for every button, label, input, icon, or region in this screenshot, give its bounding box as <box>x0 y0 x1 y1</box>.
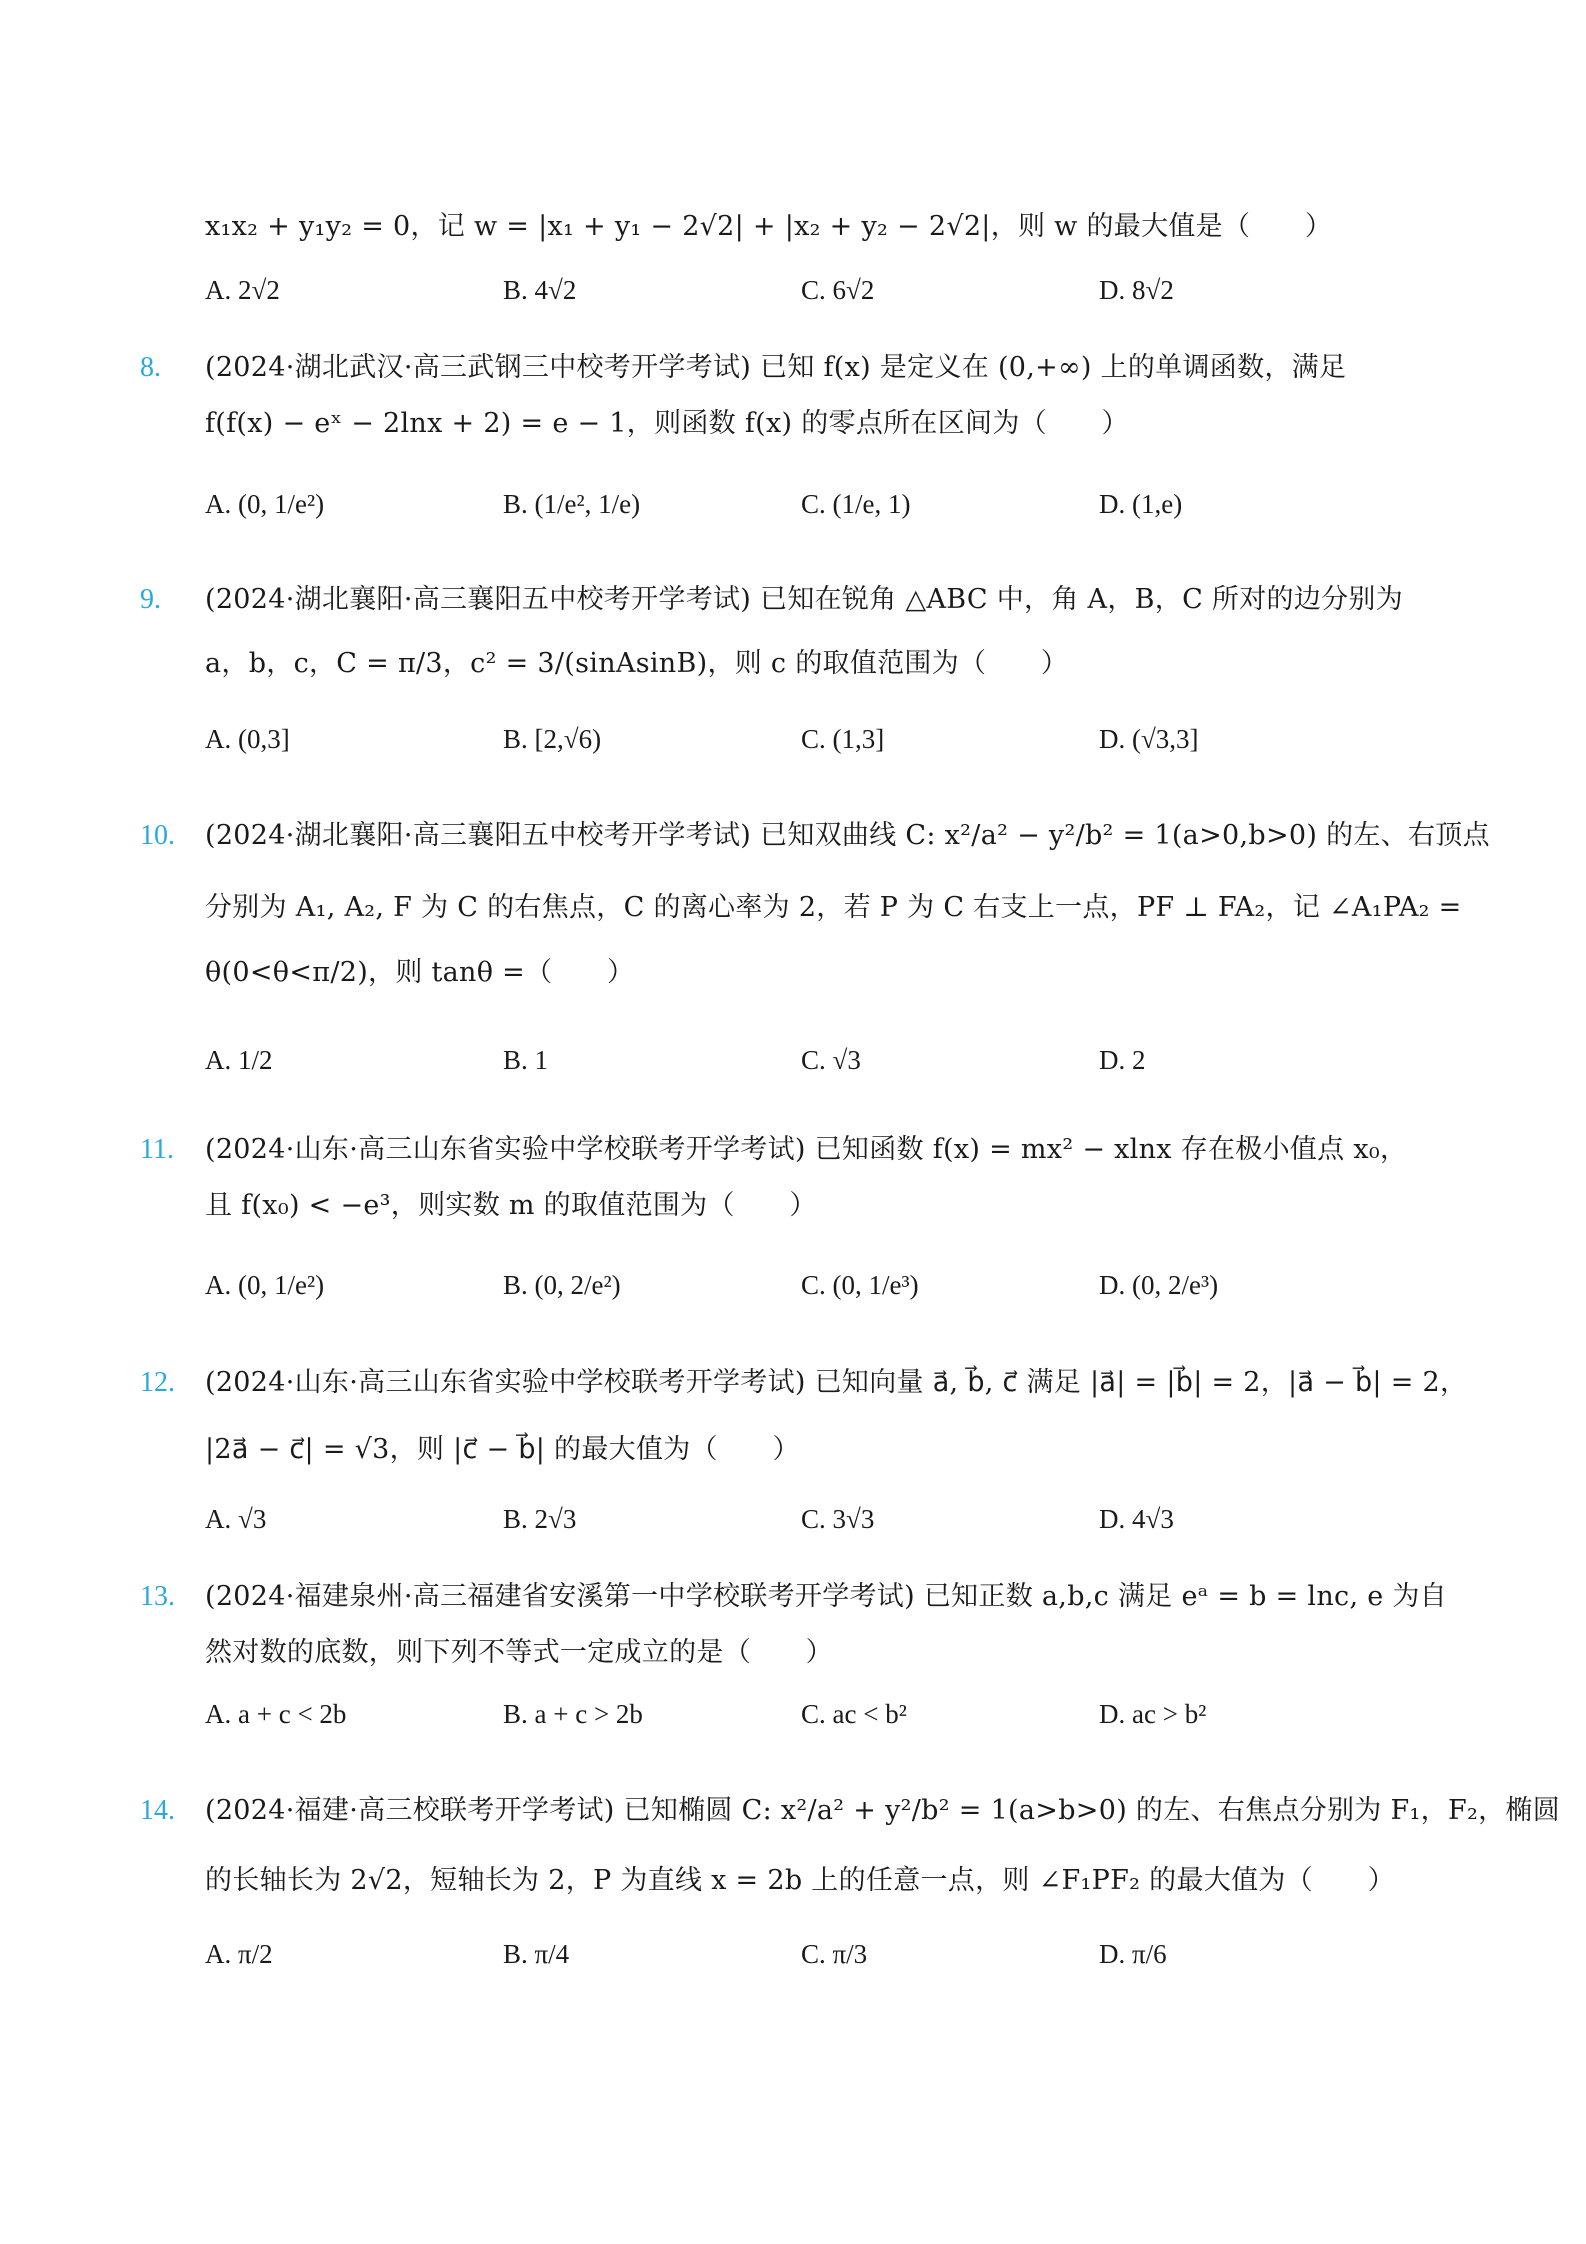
q8-option-a: A. (0, 1/e²) <box>205 489 325 519</box>
q8-stem-line1: (2024·湖北武汉·高三武钢三中校考开学考试) 已知 f(x) 是定义在 (0,+∞) 上的单调函数，满足 <box>205 352 1347 383</box>
q14-option-d: D. π/6 <box>1099 1939 1167 1969</box>
q13-option-a: A. a + c < 2b <box>205 1699 347 1729</box>
q7-option-a: A. 2√2 <box>205 275 280 305</box>
q10-option-b: B. 1 <box>503 1045 549 1075</box>
q7-option-b: B. 4√2 <box>503 275 577 305</box>
q8-option-d: D. (1,e) <box>1099 489 1183 519</box>
q13-stem-line1: (2024·福建泉州·高三福建省安溪第一中学校联考开学考试) 已知正数 a,b,c 满足 eᵃ = b = lnc, e 为自 <box>205 1581 1447 1612</box>
q10-stem-line3: θ(0<θ<π/2)，则 tanθ =（ ） <box>205 957 635 988</box>
q10-option-d: D. 2 <box>1099 1045 1146 1075</box>
q7-option-c: C. 6√2 <box>801 275 875 305</box>
q14-stem-line1: (2024·福建·高三校联考开学考试) 已知椭圆 C: x²/a² + y²/b² = 1(a>b>0) 的左、右焦点分别为 F₁，F₂，椭圆 <box>205 1795 1561 1826</box>
q14-option-a: A. π/2 <box>205 1939 273 1969</box>
q7-stem-line: x₁x₂ + y₁y₂ = 0，记 w = |x₁ + y₁ − 2√2| + |x₂ + y₂ − 2√2|，则 w 的最大值是（ ） <box>205 211 1333 242</box>
q9-option-a: A. (0,3] <box>205 724 290 754</box>
q11-option-d: D. (0, 2/e³) <box>1099 1270 1219 1300</box>
q13-option-d: D. ac > b² <box>1099 1699 1207 1729</box>
q12-option-c: C. 3√3 <box>801 1504 875 1534</box>
q12-stem-line2: |2a⃗ − c⃗| = √3，则 |c⃗ − b⃗| 的最大值为（ ） <box>205 1434 800 1465</box>
q12-option-a: A. √3 <box>205 1504 267 1534</box>
q9-stem-line2: a，b，c，C = π/3，c² = 3/(sinAsinB)，则 c 的取值范围为（ ） <box>205 648 1069 679</box>
q9-number: 9. <box>140 584 161 615</box>
q11-option-a: A. (0, 1/e²) <box>205 1270 325 1300</box>
q10-stem-line2: 分别为 A₁, A₂, F 为 C 的右焦点，C 的离心率为 2，若 P 为 C 右支上一点，PF ⊥ FA₂，记 ∠A₁PA₂ = <box>205 892 1462 923</box>
q14-number: 14. <box>140 1795 175 1826</box>
q9-option-b: B. [2,√6) <box>503 724 602 754</box>
q14-option-c: C. π/3 <box>801 1939 868 1969</box>
q11-option-b: B. (0, 2/e²) <box>503 1270 621 1300</box>
q9-option-d: D. (√3,3] <box>1099 724 1199 754</box>
q8-option-c: C. (1/e, 1) <box>801 489 911 519</box>
q13-option-b: B. a + c > 2b <box>503 1699 643 1729</box>
q13-stem-line2: 然对数的底数，则下列不等式一定成立的是（ ） <box>205 1637 833 1668</box>
q8-option-b: B. (1/e², 1/e) <box>503 489 641 519</box>
q8-stem-line2: f(f(x) − eˣ − 2lnx + 2) = e − 1，则函数 f(x) 的零点所在区间为（ ） <box>205 408 1129 439</box>
q11-number: 11. <box>140 1134 174 1165</box>
q14-stem-line2: 的长轴长为 2√2，短轴长为 2，P 为直线 x = 2b 上的任意一点，则 ∠F₁PF₂ 的最大值为（ ） <box>205 1865 1395 1896</box>
q12-number: 12. <box>140 1367 175 1398</box>
q11-option-c: C. (0, 1/e³) <box>801 1270 919 1300</box>
q10-number: 10. <box>140 820 175 851</box>
q8-number: 8. <box>140 352 161 383</box>
q12-option-b: B. 2√3 <box>503 1504 577 1534</box>
q9-option-c: C. (1,3] <box>801 724 885 754</box>
q10-option-a: A. 1/2 <box>205 1045 273 1075</box>
q10-option-c: C. √3 <box>801 1045 861 1075</box>
q13-option-c: C. ac < b² <box>801 1699 907 1729</box>
q11-stem-line2: 且 f(x₀) < −e³，则实数 m 的取值范围为（ ） <box>205 1190 817 1221</box>
q9-stem-line1: (2024·湖北襄阳·高三襄阳五中校考开学考试) 已知在锐角 △ABC 中，角 A，B，C 所对的边分别为 <box>205 584 1404 615</box>
q10-stem-line1: (2024·湖北襄阳·高三襄阳五中校考开学考试) 已知双曲线 C: x²/a² − y²/b² = 1(a>0,b>0) 的左、右顶点 <box>205 820 1490 851</box>
q7-option-d: D. 8√2 <box>1099 275 1174 305</box>
q12-stem-line1: (2024·山东·高三山东省实验中学校联考开学考试) 已知向量 a⃗, b⃗, c⃗ 满足 |a⃗| = |b⃗| = 2，|a⃗ − b⃗| = 2， <box>205 1367 1468 1398</box>
q12-option-d: D. 4√3 <box>1099 1504 1174 1534</box>
q14-option-b: B. π/4 <box>503 1939 570 1969</box>
q13-number: 13. <box>140 1581 175 1612</box>
q11-stem-line1: (2024·山东·高三山东省实验中学校联考开学考试) 已知函数 f(x) = mx² − xlnx 存在极小值点 x₀， <box>205 1134 1408 1165</box>
